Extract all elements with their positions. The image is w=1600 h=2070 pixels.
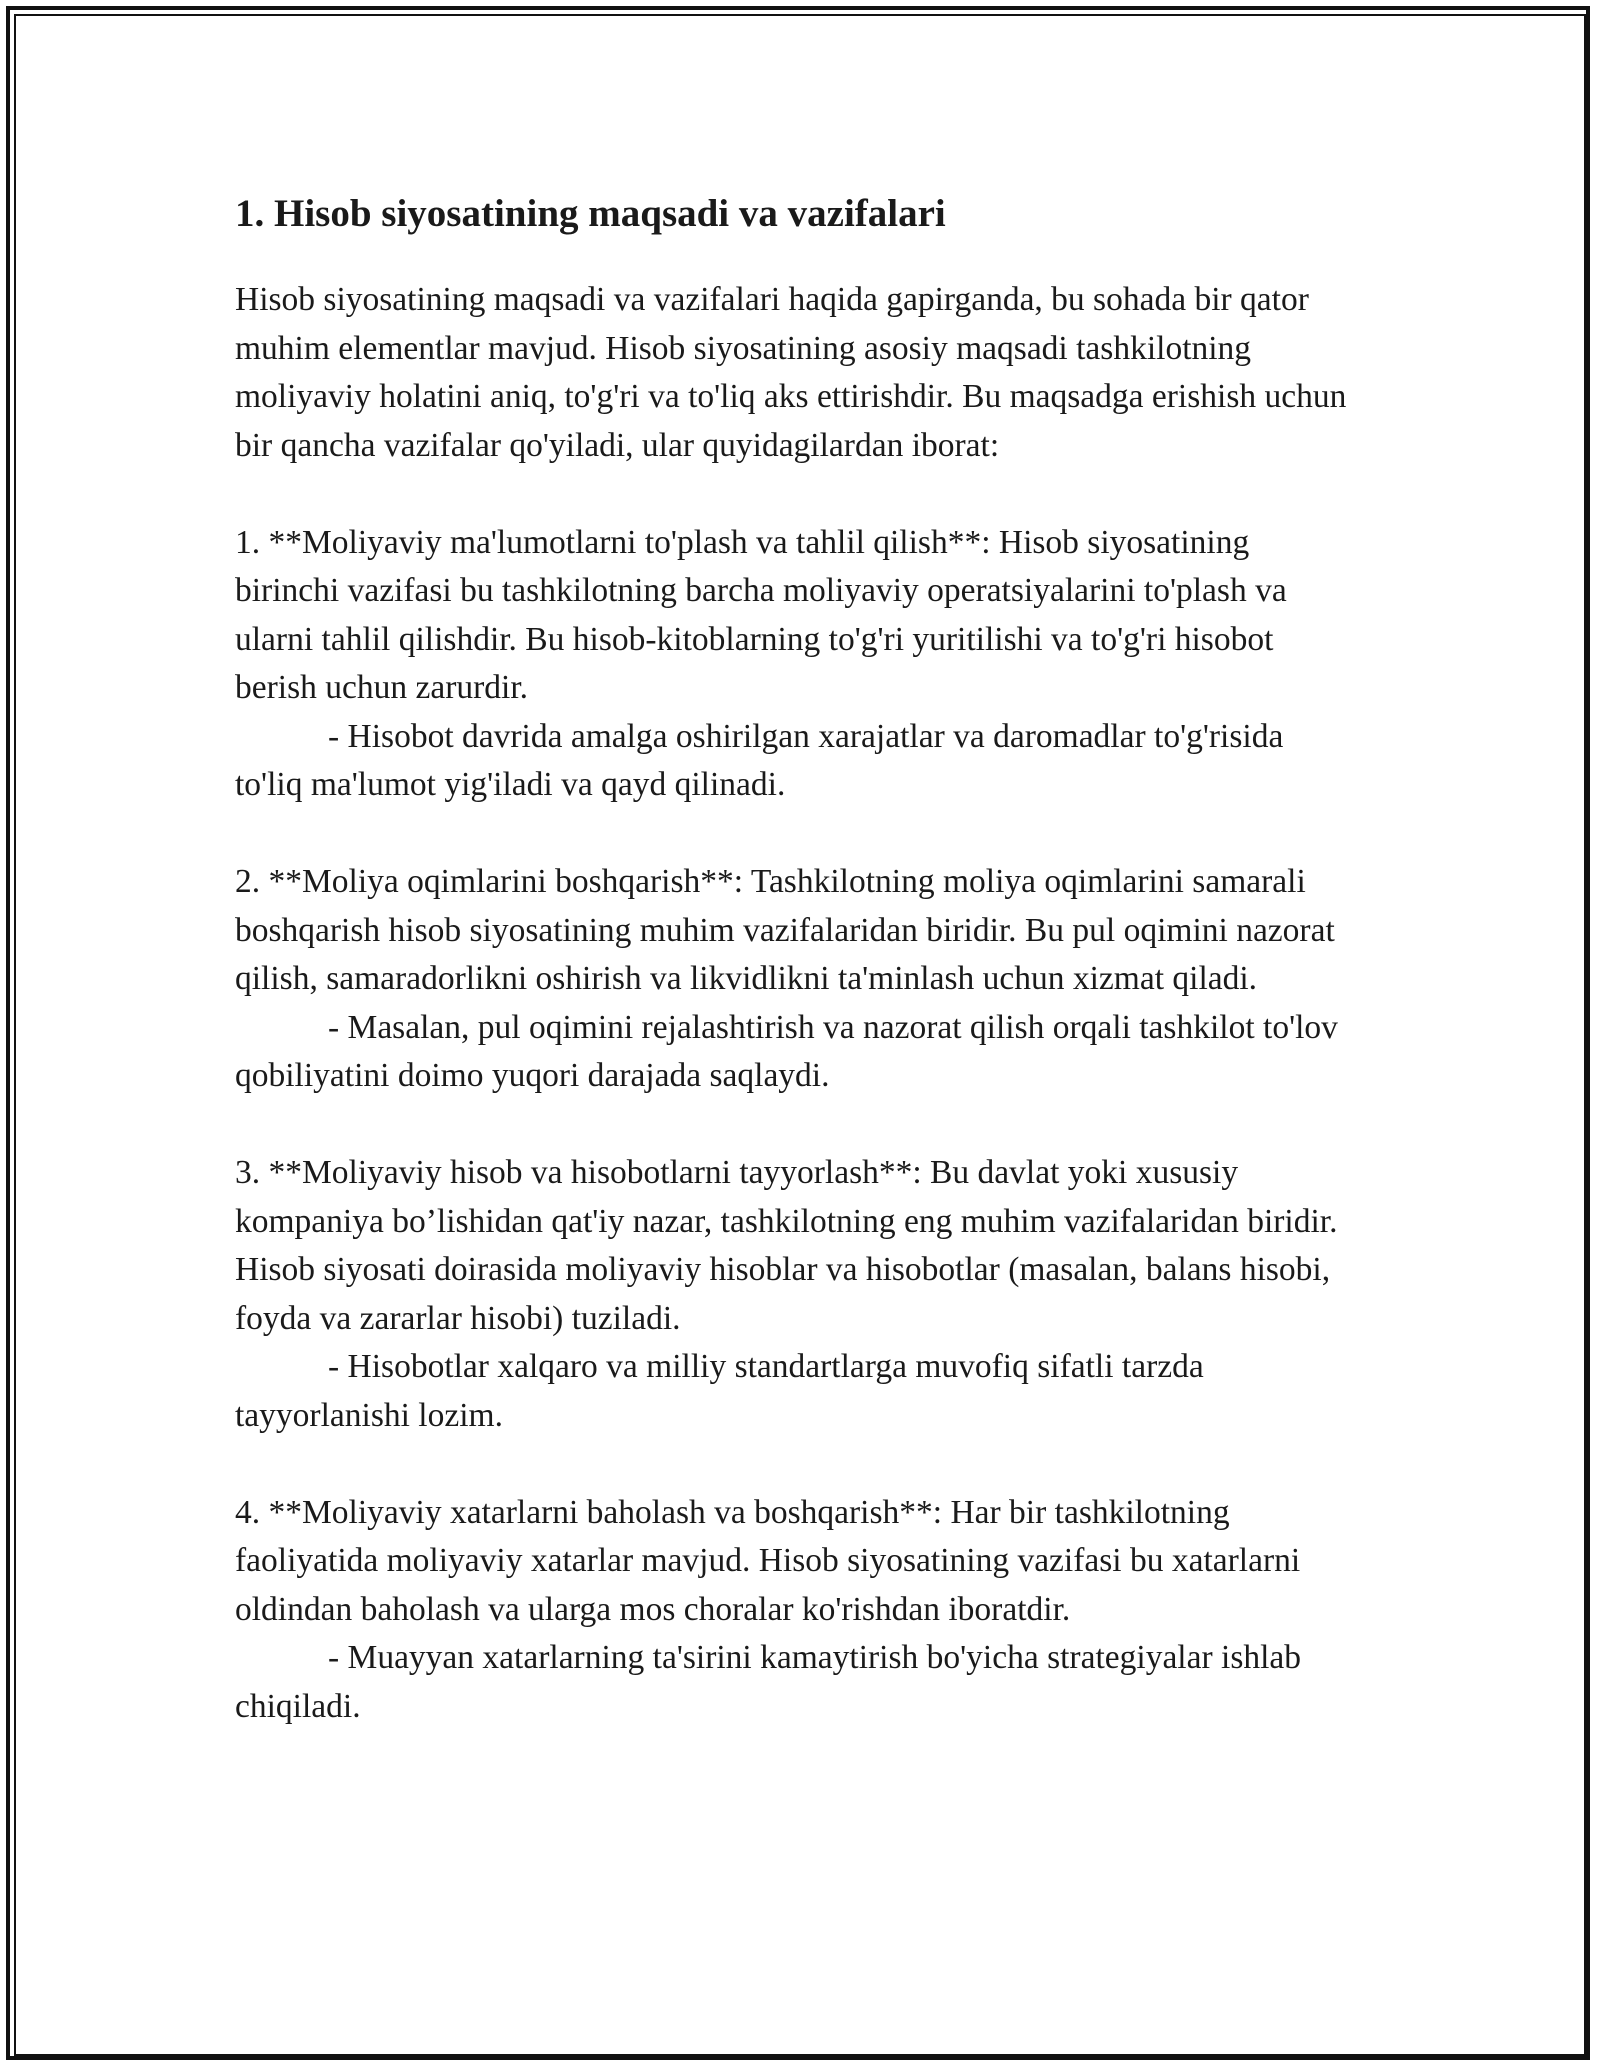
section-title: 1. Hisob siyosatining maqsadi va vazifalari (235, 192, 946, 235)
list-item-3: 3. **Moliyaviy hisob va hisobotlarni tayyorlash**: Bu davlat yoki xususiy kompaniya bo’lishidan qat'iy nazar, tashkilotning eng muhim vazifalaridan biridir. Hisob siyosati doirasida moliyaviy hisoblar va hisobotlar (masalan, balans hisobi, foyda va zararlar hisobi) tuziladi. (235, 1154, 1338, 1337)
paragraph-gap (235, 470, 1355, 519)
intro-paragraph: Hisob siyosatining maqsadi va vazifalari haqida gapirganda, bu sohada bir qator muhim elementlar mavjud. Hisob siyosatining asosiy maqsadi tashkilotning moliyaviy holatini aniq, to'g'ri va to'liq aks ettirishdir. Bu maqsadga erishish uchun bir qancha vazifalar qo'yiladi, ular quyidagilardan iborat: (235, 281, 1347, 464)
list-item-2-subpoint: - Masalan, pul oqimini rejalashtirish va nazorat qilish orqali tashkilot to'lov qobiliyatini doimo yuqori darajada saqlaydi. (235, 1008, 1338, 1094)
paragraph-gap (235, 1101, 1355, 1150)
list-item-1: 1. **Moliyaviy ma'lumotlarni to'plash va tahlil qilish**: Hisob siyosatining birinchi vazifasi bu tashkilotning barcha moliyaviy operatsiyalarini to'plash va ularni tahlil qilishdir. Bu hisob-kitoblarning to'g'ri yuritilishi va to'g'ri hisobot berish uchun zarurdir. (235, 523, 1287, 706)
document-body (235, 186, 1355, 1731)
list-item-4: 4. **Moliyaviy xatarlarni baholash va boshqarish**: Har bir tashkilotning faoliyatida moliyaviy xatarlar mavjud. Hisob siyosatining vazifasi bu xatarlarni oldindan baholash va ularga mos choralar ko'rishdan iboratdir. (235, 1493, 1301, 1628)
paragraph-gap (235, 810, 1355, 859)
list-item-1-subpoint: - Hisobot davrida amalga oshirilgan xarajatlar va daromadlar to'g'risida to'liq ma'lumot yig'iladi va qayd qilinadi. (235, 717, 1284, 803)
list-item-4-subpoint: - Muayyan xatarlarning ta'sirini kamaytirish bo'yicha strategiyalar ishlab chiqiladi. (235, 1639, 1302, 1725)
list-item-3-subpoint: - Hisobotlar xalqaro va milliy standartlarga muvofiq sifatli tarzda tayyorlanishi lozim. (235, 1348, 1204, 1434)
list-item-2: 2. **Moliya oqimlarini boshqarish**: Tashkilotning moliya oqimlarini samarali boshqarish hisob siyosatining muhim vazifalaridan biridir. Bu pul oqimini nazorat qilish, samaradorlikni oshirish va likvidlikni ta'minlash uchun xizmat qiladi. (235, 863, 1335, 997)
paragraph-gap (235, 1440, 1355, 1489)
